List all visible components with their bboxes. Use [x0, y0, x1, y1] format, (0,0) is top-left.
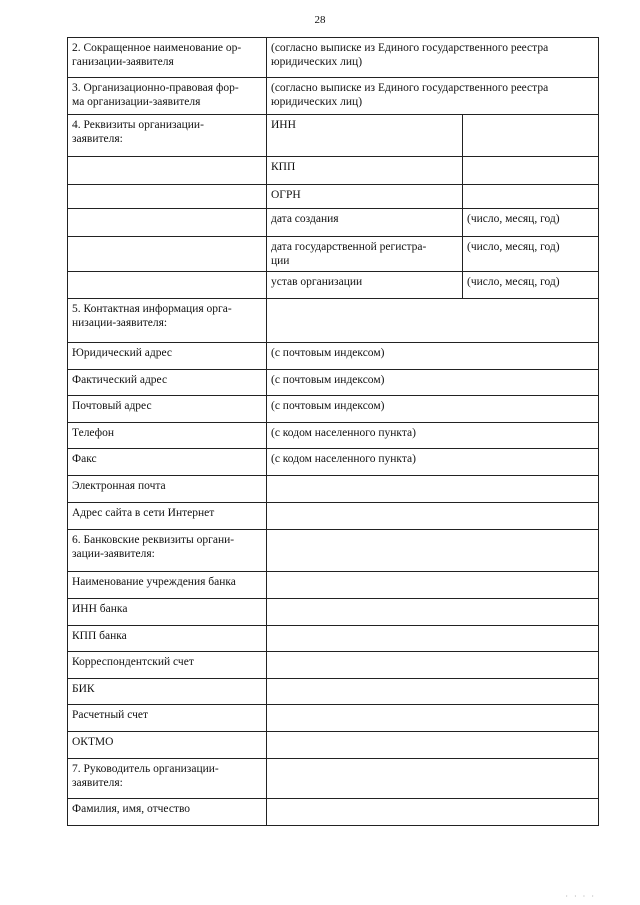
field-label: БИК — [68, 679, 267, 705]
field-label: Почтовый адрес — [68, 396, 267, 423]
field-label — [68, 209, 267, 237]
form-row — [68, 449, 599, 476]
field-value[interactable] — [267, 732, 599, 759]
field-label — [68, 157, 267, 185]
field-value[interactable]: (согласно выписке из Единого государственного реестра юридических лиц) — [267, 78, 599, 115]
field-label: 5. Контактная информация орга- низации-заявителя: — [68, 299, 267, 343]
form-row — [68, 599, 599, 626]
field-label: Фактический адрес — [68, 370, 267, 396]
field-label: Корреспондентский счет — [68, 652, 267, 679]
requisite-value-field[interactable] — [463, 115, 599, 157]
field-value[interactable] — [267, 626, 599, 652]
form-row — [68, 423, 599, 449]
field-label: ОКТМО — [68, 732, 267, 759]
requisite-value-field[interactable] — [463, 157, 599, 185]
field-value[interactable]: (с почтовым индексом) — [267, 396, 599, 423]
field-label: КПП банка — [68, 626, 267, 652]
form-row — [68, 732, 599, 759]
form-row — [68, 299, 599, 343]
form-row — [68, 78, 599, 115]
requisite-name: устав организации — [267, 272, 463, 299]
field-value[interactable] — [267, 652, 599, 679]
application-form-table — [67, 37, 599, 826]
form-row — [68, 185, 599, 209]
requisite-value-field[interactable]: (число, месяц, год) — [463, 272, 599, 299]
field-value[interactable]: (согласно выписке из Единого государственного реестра юридических лиц) — [267, 38, 599, 78]
field-label: Фамилия, имя, отчество — [68, 799, 267, 826]
form-row — [68, 626, 599, 652]
requisite-name: КПП — [267, 157, 463, 185]
field-label: Юридический адрес — [68, 343, 267, 370]
form-row — [68, 679, 599, 705]
scan-mark: · · · · — [565, 892, 596, 901]
page-number: 28 — [314, 14, 326, 26]
field-value[interactable] — [267, 705, 599, 732]
requisite-name: ОГРН — [267, 185, 463, 209]
field-value[interactable] — [267, 503, 599, 530]
field-value[interactable] — [267, 572, 599, 599]
form-row — [68, 209, 599, 237]
field-value[interactable] — [267, 679, 599, 705]
form-row — [68, 476, 599, 503]
form-row — [68, 572, 599, 599]
field-label: Адрес сайта в сети Интернет — [68, 503, 267, 530]
form-row — [68, 38, 599, 78]
form-row — [68, 396, 599, 423]
field-label: 6. Банковские реквизиты органи- зации-заявителя: — [68, 530, 267, 572]
form-row — [68, 799, 599, 826]
form-row — [68, 272, 599, 299]
form-row — [68, 759, 599, 799]
requisite-name: дата государственной регистра- ции — [267, 237, 463, 272]
form-row — [68, 237, 599, 272]
field-label — [68, 237, 267, 272]
field-label: Телефон — [68, 423, 267, 449]
form-row — [68, 343, 599, 370]
field-value[interactable]: (с кодом населенного пункта) — [267, 423, 599, 449]
field-label: 2. Сокращенное наименование ор- ганизации-заявителя — [68, 38, 267, 78]
field-label — [68, 272, 267, 299]
field-label: 4. Реквизиты организации- заявителя: — [68, 115, 267, 157]
field-label: ИНН банка — [68, 599, 267, 626]
field-label: Электронная почта — [68, 476, 267, 503]
field-label: 3. Организационно-правовая фор- ма организации-заявителя — [68, 78, 267, 115]
field-value[interactable]: (с кодом населенного пункта) — [267, 449, 599, 476]
field-label — [68, 185, 267, 209]
field-value[interactable]: (с почтовым индексом) — [267, 370, 599, 396]
form-row — [68, 530, 599, 572]
field-label: Расчетный счет — [68, 705, 267, 732]
field-value[interactable] — [267, 759, 599, 799]
field-value[interactable] — [267, 530, 599, 572]
requisite-value-field[interactable]: (число, месяц, год) — [463, 209, 599, 237]
field-value[interactable] — [267, 599, 599, 626]
requisite-value-field[interactable] — [463, 185, 599, 209]
form-row — [68, 705, 599, 732]
form-row — [68, 503, 599, 530]
field-value[interactable] — [267, 799, 599, 826]
field-value[interactable]: (с почтовым индексом) — [267, 343, 599, 370]
form-row — [68, 652, 599, 679]
requisite-name: ИНН — [267, 115, 463, 157]
form-row — [68, 370, 599, 396]
requisite-name: дата создания — [267, 209, 463, 237]
requisite-value-field[interactable]: (число, месяц, год) — [463, 237, 599, 272]
form-row — [68, 157, 599, 185]
form-row — [68, 115, 599, 157]
field-value[interactable] — [267, 476, 599, 503]
field-label: 7. Руководитель организации- заявителя: — [68, 759, 267, 799]
field-value[interactable] — [267, 299, 599, 343]
field-label: Факс — [68, 449, 267, 476]
field-label: Наименование учреждения банка — [68, 572, 267, 599]
